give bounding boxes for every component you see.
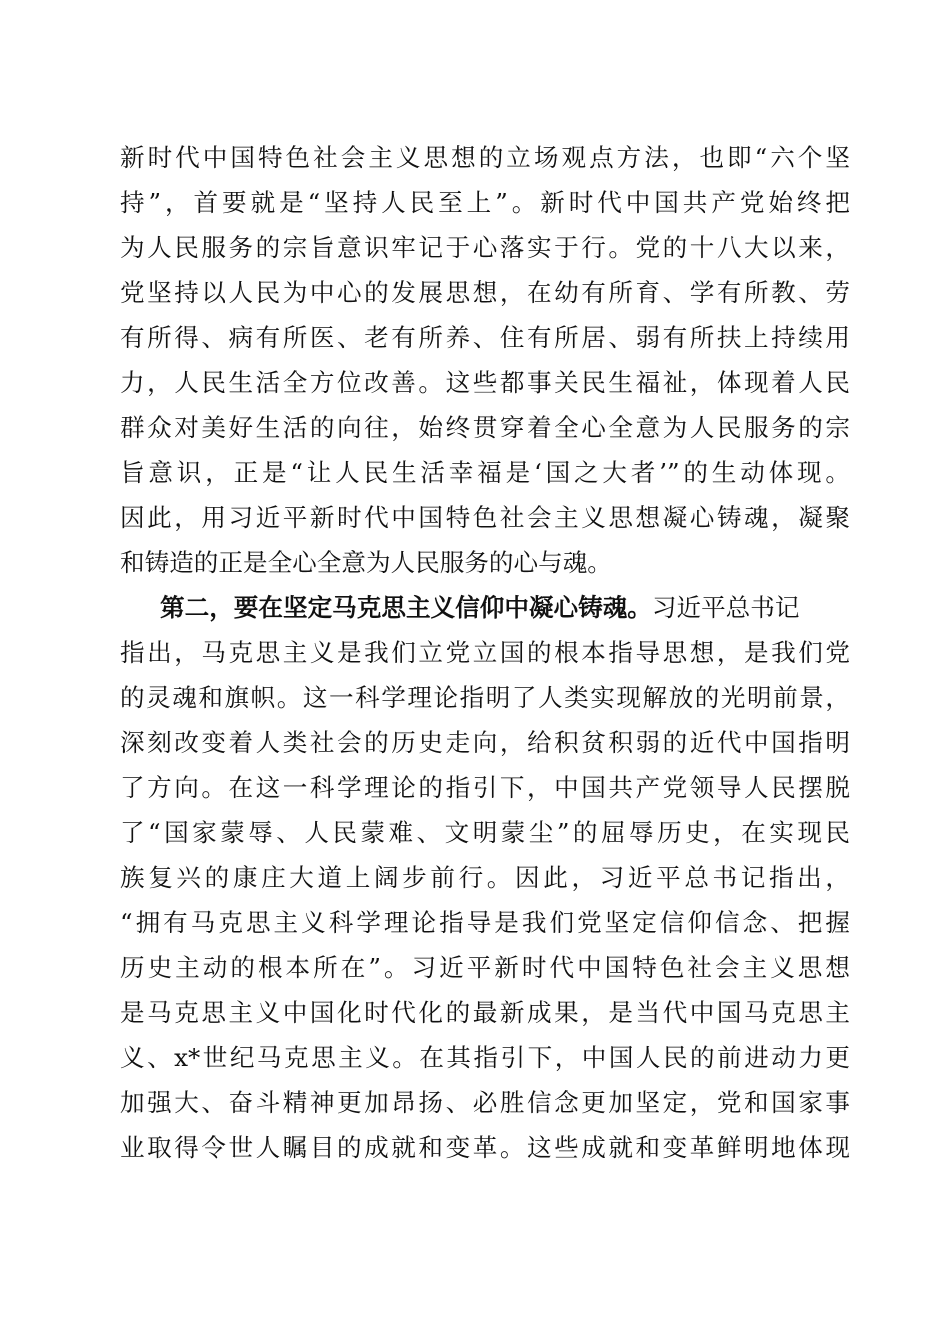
text-line: 义、x*世纪马克思主义。在其指引下，中国人民的前进动力更 <box>120 1043 850 1072</box>
text-line: 族复兴的康庄大道上阔步前行。因此，习近平总书记指出， <box>120 863 850 892</box>
text-line: 指出，马克思主义是我们立党立国的根本指导思想，是我们党 <box>120 638 850 667</box>
text-line: 新时代中国特色社会主义思想的立场观点方法，也即“六个坚 <box>120 143 850 172</box>
text-line: 的灵魂和旗帜。这一科学理论指明了人类实现解放的光明前景， <box>120 683 850 712</box>
heading-line-rest: 习近平总书记 <box>651 593 800 622</box>
text-line-paragraph-end: 和铸造的正是全心全意为人民服务的心与魂。 <box>120 548 612 577</box>
text-line: 有所得、病有所医、老有所养、住有所居、弱有所扶上持续用 <box>120 323 850 352</box>
text-line: “拥有马克思主义科学理论指导是我们党坚定信仰信念、把握 <box>120 908 850 937</box>
section-heading: 第二，要在坚定马克思主义信仰中凝心铸魂。 <box>160 593 652 622</box>
text-line: 了方向。在这一科学理论的指引下，中国共产党领导人民摆脱 <box>120 773 850 802</box>
text-line: 历史主动的根本所在”。习近平新时代中国特色社会主义思想 <box>120 953 850 982</box>
text-line: 了“国家蒙辱、人民蒙难、文明蒙尘”的屈辱历史，在实现民 <box>120 818 850 847</box>
text-line: 旨意识，正是“让人民生活幸福是‘国之大者’”的生动体现。 <box>120 458 850 487</box>
text-line: 业取得令世人瞩目的成就和变革。这些成就和变革鲜明地体现 <box>120 1133 850 1162</box>
text-line: 深刻改变着人类社会的历史走向，给积贫积弱的近代中国指明 <box>120 728 850 757</box>
text-line: 力，人民生活全方位改善。这些都事关民生福祉，体现着人民 <box>120 368 850 397</box>
text-line: 持”，首要就是“坚持人民至上”。新时代中国共产党始终把 <box>120 188 850 217</box>
text-line: 加强大、奋斗精神更加昂扬、必胜信念更加坚定，党和国家事 <box>120 1088 850 1117</box>
text-line: 群众对美好生活的向往，始终贯穿着全心全意为人民服务的宗 <box>120 413 850 442</box>
text-line: 因此，用习近平新时代中国特色社会主义思想凝心铸魂，凝聚 <box>120 503 850 532</box>
text-line: 为人民服务的宗旨意识牢记于心落实于行。党的十八大以来， <box>120 233 850 262</box>
text-line: 是马克思主义中国化时代化的最新成果，是当代中国马克思主 <box>120 998 850 1027</box>
text-line: 党坚持以人民为中心的发展思想，在幼有所育、学有所教、劳 <box>120 278 850 307</box>
section-heading-line <box>160 588 850 628</box>
